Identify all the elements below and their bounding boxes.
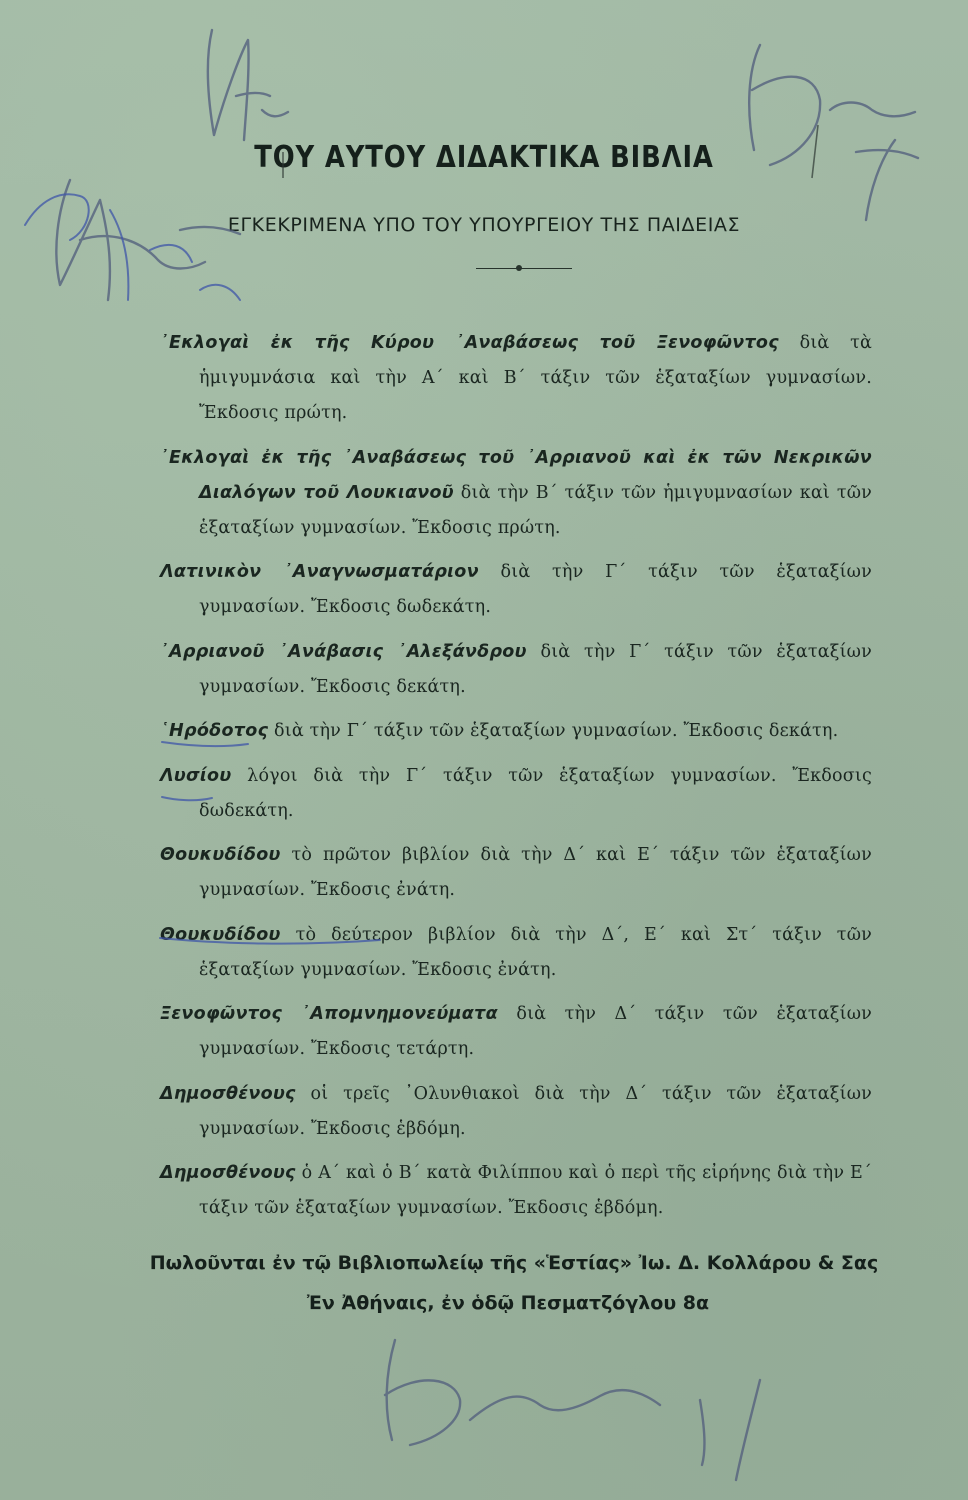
book-description: διὰ τὴν Β΄ τάξιν τῶν ἡμιγυμνασίων καὶ τῶν ἑξαταξίων γυμνασίων. Ἔκδοσις πρώτη. bbox=[199, 482, 873, 538]
book-entry-1 bbox=[160, 326, 872, 431]
book-entry-7 bbox=[160, 838, 872, 908]
book-title: Δημοσθένους bbox=[160, 1163, 296, 1183]
ink-mark-left bbox=[25, 194, 240, 300]
book-description: οἱ τρεῖς ᾿Ολυνθιακοὶ διὰ τὴν Δ΄ τάξιν τῶν ἑξαταξίων γυμνασίων. Ἔκδοσις ἑβδόμη. bbox=[199, 1083, 872, 1139]
pencil-mark-top-left bbox=[208, 30, 288, 140]
book-entry-2 bbox=[160, 441, 872, 546]
book-entry-8 bbox=[160, 918, 872, 988]
book-title: ῾Ηρόδοτος bbox=[160, 721, 269, 741]
book-entry-3 bbox=[160, 555, 872, 625]
book-entry-5 bbox=[160, 714, 872, 749]
pencil-mark-bottom bbox=[385, 1340, 760, 1480]
book-description: τὸ δεύτερον βιβλίον διὰ τὴν Δ΄, Ε΄ καὶ Στ΄ τάξιν τῶν ἑξαταξίων γυμνασίων. Ἔκδοσις ἐνάτη. bbox=[199, 924, 872, 980]
address-line: Ἐν Ἀθήναις, ἐν ὁδῷ Πεσματζόγλου 8α bbox=[306, 1292, 710, 1314]
book-description: διὰ τὴν Γ΄ τάξιν τῶν ἑξαταξίων γυμνασίων. Ἔκδοσις δεκάτη. bbox=[199, 641, 872, 697]
page-subtitle: ΕΓΚΕΚΡΙΜΕΝΑ ΥΠΟ ΤΟΥ ΥΠΟΥΡΓΕΙΟΥ ΤΗΣ ΠΑΙΔΕΙΑΣ bbox=[227, 214, 741, 236]
book-entry-9 bbox=[160, 997, 872, 1067]
ornament-dot bbox=[516, 265, 522, 271]
book-entry-6 bbox=[160, 759, 872, 829]
book-description: διὰ τὰ ἡμιγυμνάσια καὶ τὴν Α΄ καὶ Β΄ τάξιν τῶν ἑξαταξίων γυμνασίων. Ἔκδοσις πρώτη. bbox=[199, 333, 872, 423]
book-title: ᾿Αρριανοῦ ᾿Ανάβασις ᾿Αλεξάνδρου bbox=[160, 641, 527, 662]
book-title: ᾿Εκλογαὶ ἐκ τῆς Κύρου ᾿Αναβάσεως τοῦ Ξενοφῶντος bbox=[160, 333, 779, 353]
book-title: Δημοσθένους bbox=[160, 1083, 296, 1104]
book-description: διὰ τὴν Γ΄ τάξιν τῶν ἑξαταξίων γυμνασίων. Ἔκδοσις δεκάτη. bbox=[268, 721, 839, 741]
book-description: διὰ τὴν Γ΄ τάξιν τῶν ἑξαταξίων γυμνασίων. Ἔκδοσις δωδεκάτη. bbox=[199, 562, 872, 617]
book-title: Λυσίου bbox=[160, 765, 232, 786]
book-description: λόγοι διὰ τὴν Γ΄ τάξιν τῶν ἑξαταξίων γυμνασίων. Ἔκδοσις δωδεκάτη. bbox=[199, 765, 872, 821]
pencil-mark-top-right bbox=[749, 45, 918, 220]
book-title: Θουκυδίδου bbox=[160, 845, 281, 865]
book-title: Ξενοφῶντος ᾿Απομνημονεύματα bbox=[160, 1004, 498, 1024]
book-title: ᾿Εκλογαὶ ἐκ τῆς ᾿Αναβάσεως τοῦ ᾿Αρριανοῦ καὶ ἐκ τῶν Νεκρικῶν Διαλόγων τοῦ Λουκιανοῦ bbox=[160, 447, 872, 503]
book-description: ὁ Α΄ καὶ ὁ Β΄ κατὰ Φιλίππου καὶ ὁ περὶ τῆς εἰρήνης διὰ τὴν Ε΄ τάξιν τῶν ἑξαταξίων γυμνασίων. Ἔκδοσις ἑβδόμη. bbox=[199, 1163, 872, 1218]
book-entry-10 bbox=[160, 1077, 872, 1147]
page-title: ΤΟΥ ΑΥΤΟΥ ΔΙΔΑΚΤΙΚΑ ΒΙΒΛΙΑ bbox=[254, 140, 714, 175]
pencil-mark-left bbox=[56, 180, 240, 300]
book-description: διὰ τὴν Δ΄ τάξιν τῶν ἑξαταξίων γυμνασίων. Ἔκδοσις τετάρτη. bbox=[199, 1004, 873, 1059]
book-description: τὸ πρῶτον βιβλίον διὰ τὴν Δ΄ καὶ Ε΄ τάξιν τῶν ἑξαταξίων γυμνασίων. Ἔκδοσις ἐνάτη. bbox=[199, 845, 872, 900]
ornament-rule bbox=[476, 268, 572, 269]
book-title: Θουκυδίδου bbox=[160, 924, 281, 945]
publisher-line: Πωλοῦνται ἐν τῷ Βιβλιοπωλείῳ τῆς «Ἑστίας» Ἰω. Δ. Κολλάρου & Σας bbox=[149, 1252, 879, 1274]
book-list bbox=[160, 326, 872, 1236]
book-entry-11 bbox=[160, 1156, 872, 1226]
book-entry-4 bbox=[160, 635, 872, 705]
book-title: Λατινικὸν ᾿Αναγνωσματάριον bbox=[160, 562, 479, 582]
